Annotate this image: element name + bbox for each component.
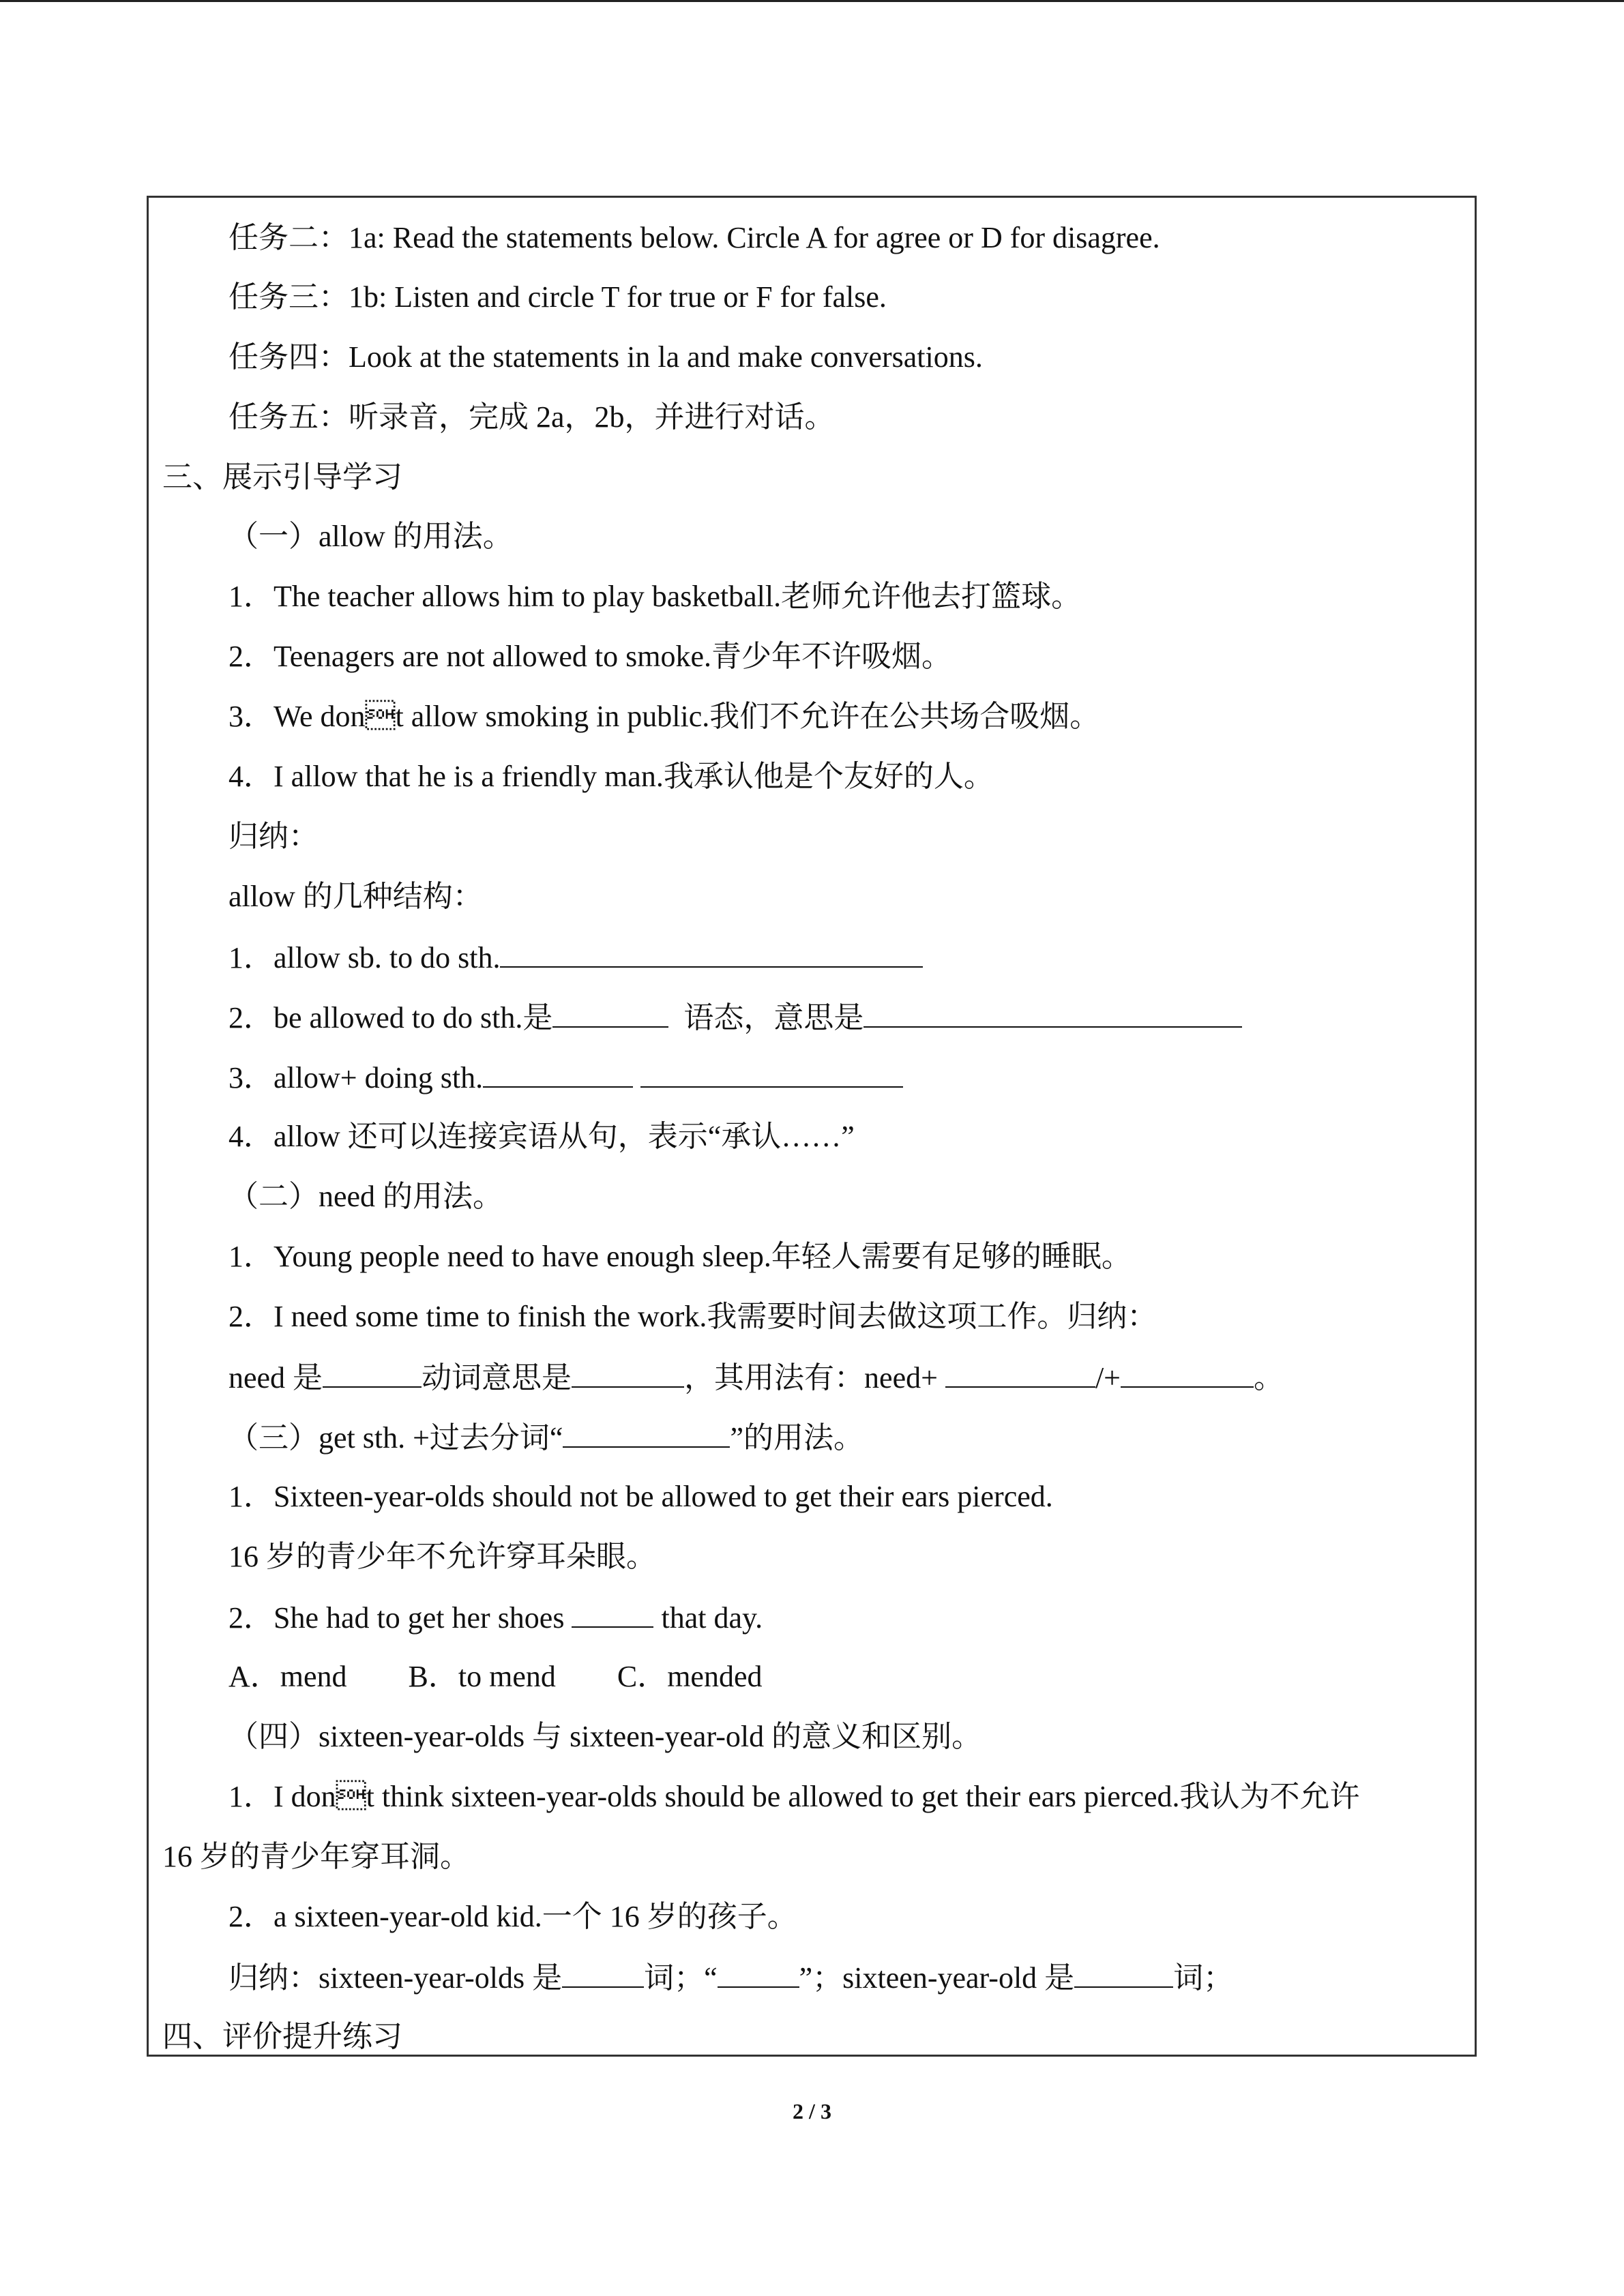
structure-3: 3．allow+ doing sth. — [228, 1056, 903, 1099]
blank-field[interactable] — [1074, 1956, 1173, 1988]
allow-heading: （一）allow 的用法。 — [228, 520, 513, 553]
need-example-2: 2．I need some time to finish the work.我需要时间去做这项工作。归纳： — [228, 1300, 1157, 1333]
get-example-1: 1．Sixteen-year-olds should not be allowed to get their ears pierced. — [228, 1480, 1053, 1513]
sixteen-example-1: 1．I dont think sixteen-year-olds should be allowed to get their ears pierced.我认为不允许 — [228, 1780, 1360, 1813]
blank-field[interactable] — [945, 1356, 1095, 1388]
get-sth-heading: （三）get sth. +过去分词“ ”的用法。 — [228, 1416, 863, 1459]
choice-options — [228, 1656, 763, 1697]
task-5: 任务五：听录音，完成 2a，2b，并进行对话。 — [228, 400, 835, 434]
summary-label: 归纳： — [228, 820, 319, 853]
allow-example-4: 4．I allow that he is a friendly man.我承认他是个友好的人。 — [228, 760, 994, 793]
allow-example-3: 3．We dont allow smoking in public.我们不允许在公共场合吸烟。 — [228, 700, 1100, 733]
blank-field[interactable] — [563, 1416, 730, 1448]
page-number: 2 / 3 — [793, 2099, 831, 2123]
blank-field[interactable] — [863, 996, 1242, 1028]
allow-example-2: 2．Teenagers are not allowed to smoke.青少年不许吸烟。 — [228, 640, 952, 673]
task-4: 任务四：Look at the statements in la and make conversations. — [228, 340, 983, 374]
blank-field[interactable] — [718, 1956, 799, 1988]
option-c[interactable]: C．mended — [617, 1660, 763, 1693]
blank-field[interactable] — [500, 936, 923, 968]
blank-field[interactable] — [562, 1956, 644, 1988]
section-3-heading: 三、展示引导学习 — [162, 460, 402, 494]
structure-2: 2．be allowed to do sth.是 语态，意思是 — [228, 996, 1242, 1039]
top-rule — [0, 0, 1624, 2]
need-summary: need 是 动词意思是 ，其用法有：need+ /+ 。 — [228, 1356, 1284, 1399]
option-a[interactable]: A．mend — [228, 1660, 347, 1693]
allow-structures-title: allow 的几种结构： — [228, 880, 483, 913]
blank-field[interactable] — [483, 1056, 633, 1088]
blank-field[interactable] — [1121, 1356, 1254, 1388]
get-example-2: 2．She had to get her shoes that day. — [228, 1596, 763, 1639]
task-3: 任务三：1b: Listen and circle T for true or F for false. — [228, 280, 887, 314]
need-example-1: 1．Young people need to have enough sleep.年轻人需要有足够的睡眠。 — [228, 1240, 1132, 1273]
sixteen-heading: （四）sixteen-year-olds 与 sixteen-year-old 的意义和区别。 — [228, 1720, 982, 1753]
sixteen-example-1-cont: 16 岁的青少年穿耳洞。 — [162, 1840, 470, 1873]
blank-field[interactable] — [640, 1056, 903, 1088]
need-heading: （二）need 的用法。 — [228, 1180, 503, 1213]
structure-1: 1．allow sb. to do sth. — [228, 936, 923, 979]
structure-4: 4．allow 还可以连接宾语从句，表示“承认……” — [228, 1120, 855, 1153]
blank-field[interactable] — [572, 1596, 653, 1628]
blank-field[interactable] — [572, 1356, 684, 1388]
get-example-1-translation: 16 岁的青少年不允许穿耳朵眼。 — [228, 1540, 656, 1573]
sixteen-example-2: 2．a sixteen-year-old kid.一个 16 岁的孩子。 — [228, 1900, 797, 1933]
task-2: 任务二：1a: Read the statements below. Circle A for agree or D for disagree. — [228, 221, 1160, 254]
blank-field[interactable] — [323, 1356, 422, 1388]
option-b[interactable]: B．to mend — [408, 1660, 556, 1693]
allow-example-1: 1．The teacher allows him to play basketball.老师允许他去打篮球。 — [228, 580, 1082, 613]
section-4-heading: 四、评价提升练习 — [162, 2020, 402, 2053]
sixteen-summary: 归纳：sixteen-year-olds 是 词；“ ”；sixteen-year-old 是 词； — [228, 1956, 1233, 1999]
blank-field[interactable] — [552, 996, 668, 1028]
